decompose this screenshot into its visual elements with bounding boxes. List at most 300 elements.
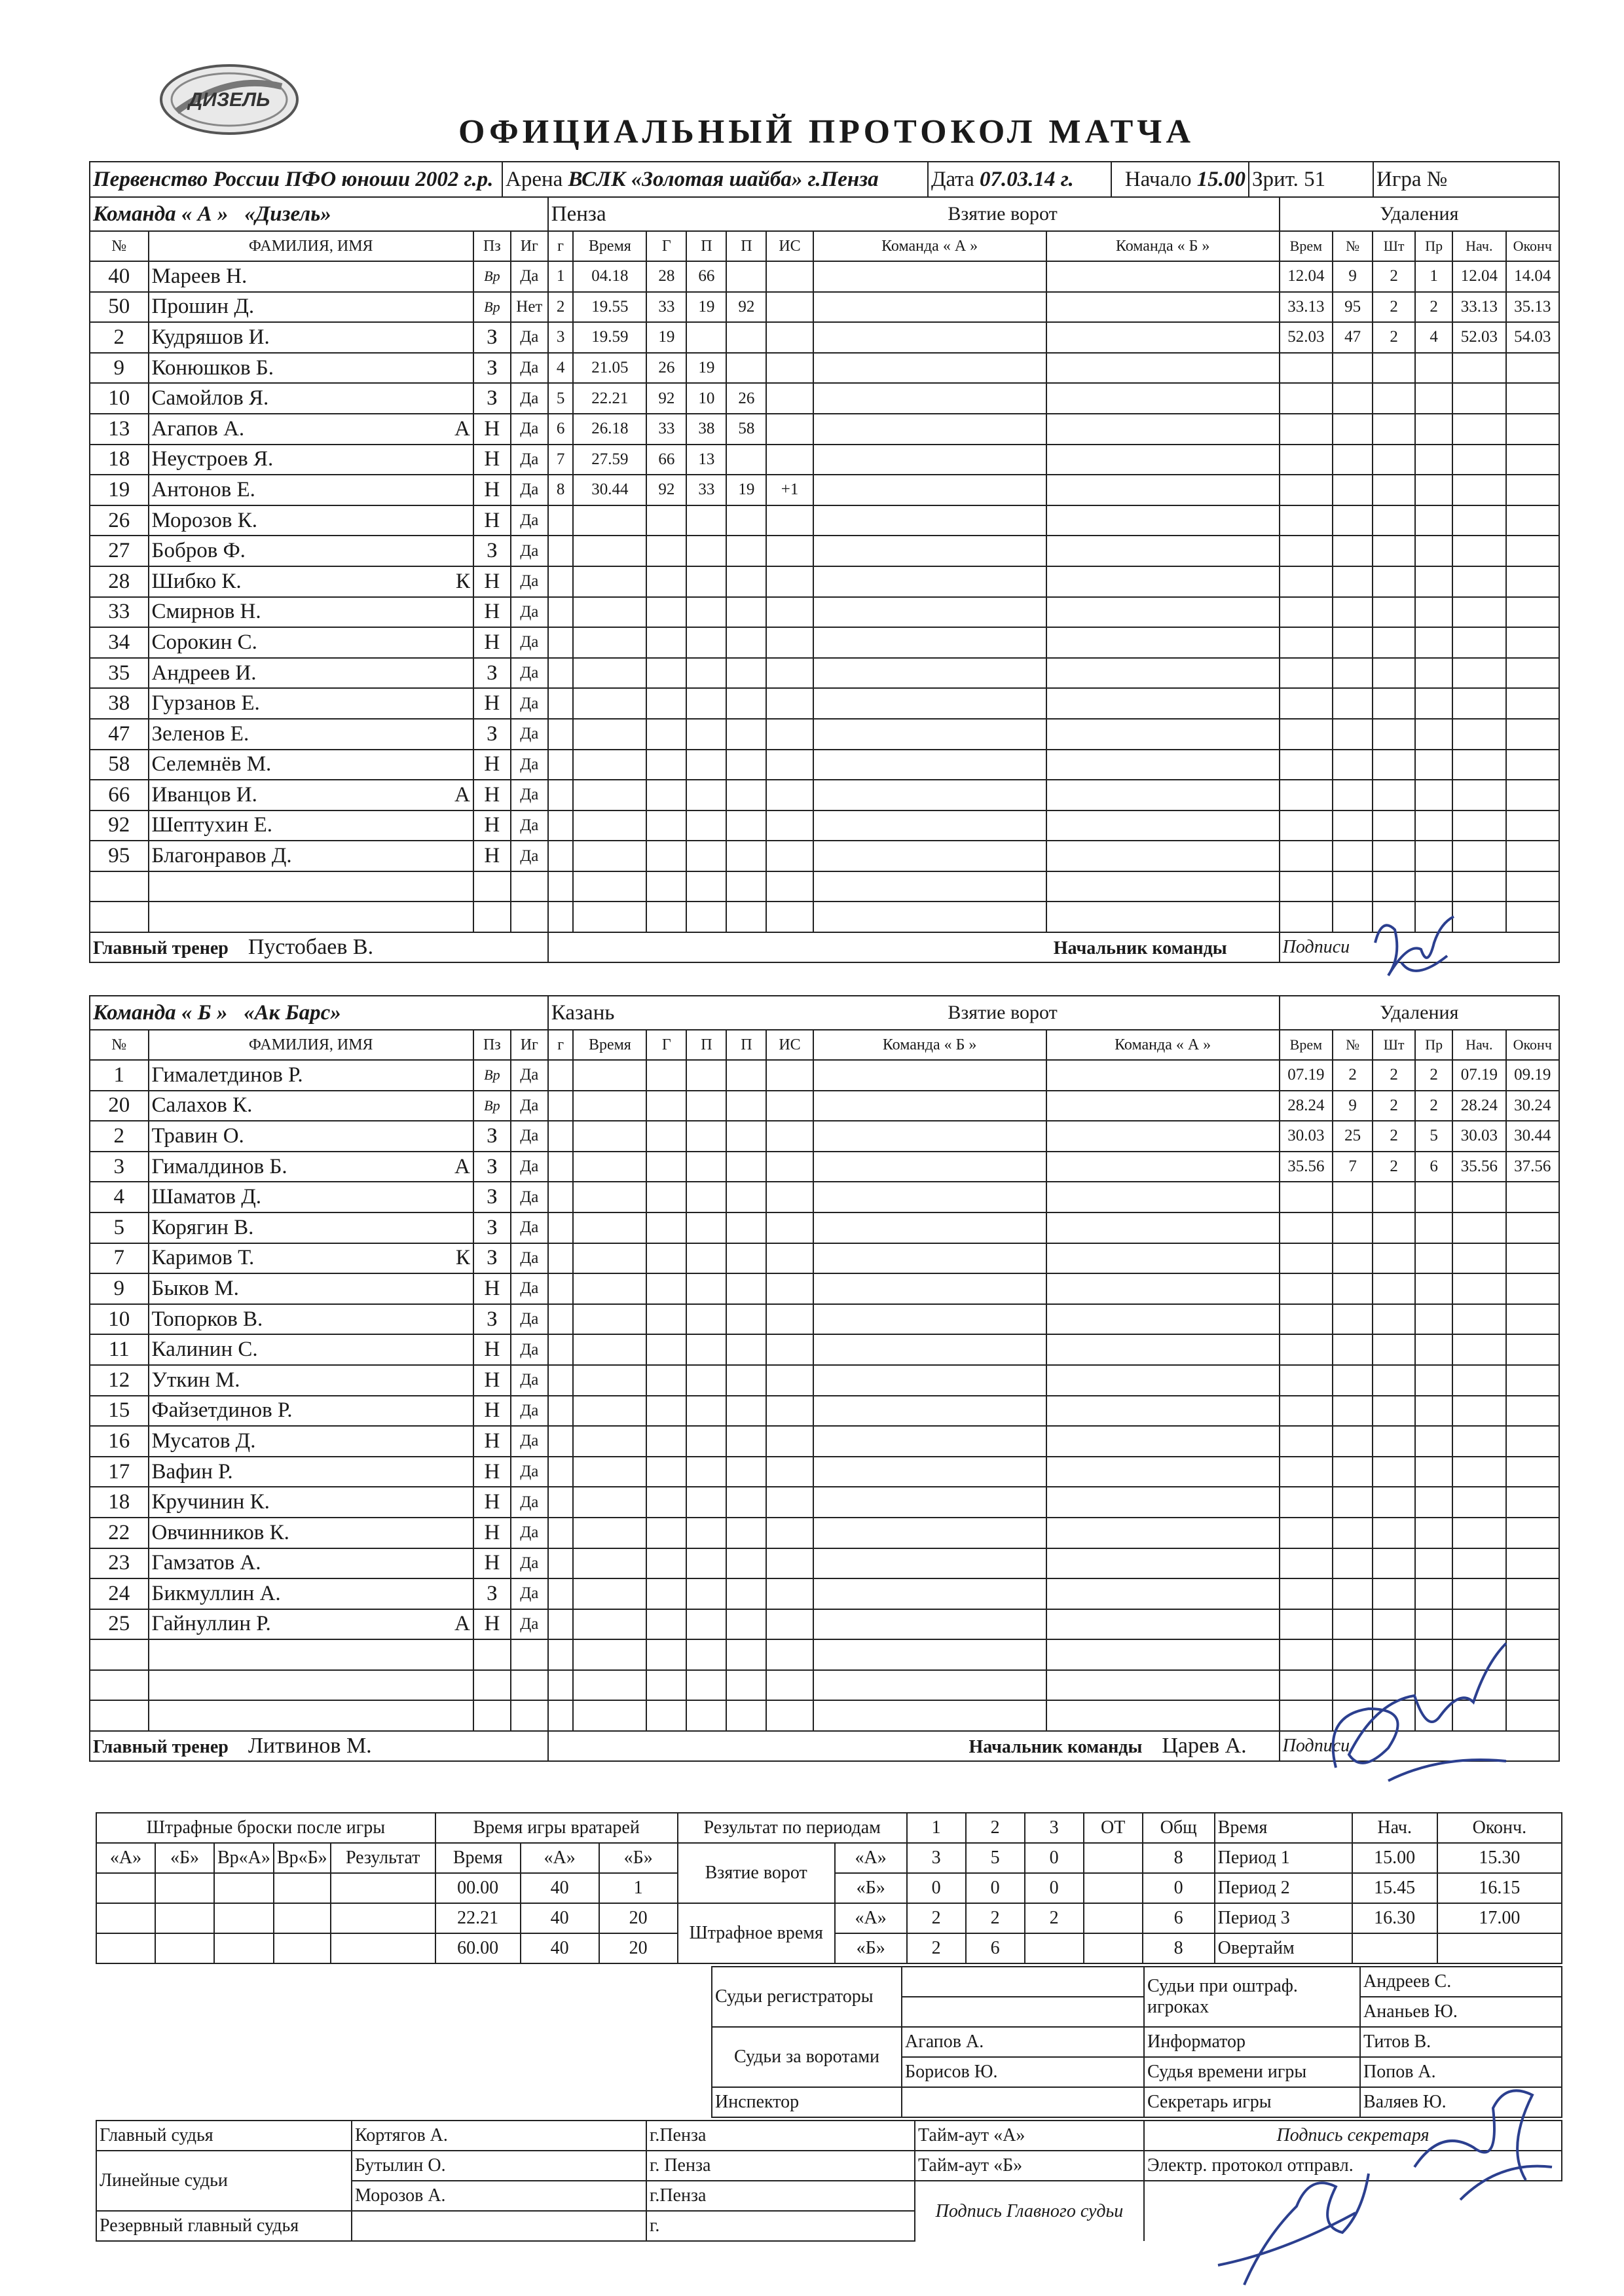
col-time: Время (573, 231, 646, 261)
goal-scorer: 66 (646, 445, 686, 475)
start-time: 15.00 (1196, 167, 1246, 191)
goal-time: 19.59 (573, 322, 646, 353)
penalty-minutes: 2 (1373, 1121, 1415, 1152)
goals-row-label: Взятие ворот (678, 1843, 835, 1903)
player-name (149, 292, 473, 323)
timekeeper-label: Судья времени игры (1144, 2057, 1360, 2087)
player-played: Да (511, 1243, 548, 1274)
player-name (149, 1334, 473, 1365)
head-ref-city: г.Пенза (646, 2121, 915, 2151)
player-number: 27 (90, 536, 149, 566)
period-col-2: 2 (966, 1813, 1025, 1843)
linesmen-label: Линейные судьи (96, 2151, 352, 2211)
penalty-reason: 2 (1415, 1091, 1452, 1121)
player-position: Н (473, 597, 511, 628)
goal-judge-2: Борисов Ю. (902, 2057, 1144, 2087)
team-label: Команда « Б » (93, 1000, 228, 1025)
player-name (149, 841, 473, 871)
inspector-label: Инспектор (712, 2087, 902, 2117)
col-assist2: П (726, 1030, 766, 1060)
player-name-text: Гайнуллин Р. (151, 1612, 271, 1636)
penalty-time: 07.19 (1280, 1060, 1333, 1091)
player-position: Н (473, 627, 511, 658)
player-name-text: Гималетдинов Р. (151, 1063, 303, 1087)
penalty-start: 35.56 (1452, 1152, 1505, 1182)
player-name-text: Шибко К. (151, 569, 242, 593)
player-played: Да (511, 1457, 548, 1487)
player-number: 9 (90, 1273, 149, 1304)
col-pen-start: Нач. (1452, 231, 1505, 261)
player-number: 9 (90, 353, 149, 384)
player-played: Да (511, 414, 548, 445)
goals-a-ot (1084, 1843, 1143, 1873)
player-played: Да (511, 1212, 548, 1243)
player-position: Н (473, 1518, 511, 1548)
col-pen-num: № (1333, 1030, 1373, 1060)
col-pen-min: Шт (1373, 1030, 1415, 1060)
col-played: Иг (511, 231, 548, 261)
penalty-reason: 2 (1415, 1060, 1452, 1091)
championship: Первенство России ПФО юноши 2002 г.р. (90, 162, 502, 197)
player-name-text: Благонравов Д. (151, 844, 292, 868)
player-name (149, 1578, 473, 1609)
penalty-minutes: 2 (1373, 261, 1415, 292)
player-name-text: Гамзатов А. (151, 1551, 261, 1575)
times-start: Нач. (1352, 1813, 1437, 1843)
penalty-player: 47 (1333, 322, 1373, 353)
player-name (149, 1273, 473, 1304)
goal-assist-1: 38 (686, 414, 726, 445)
player-played: Да (511, 505, 548, 536)
time-row-label: Период 3 (1215, 1903, 1352, 1933)
period-col-total: Общ (1143, 1813, 1215, 1843)
player-position: Н (473, 475, 511, 505)
linesman-1-city: г. Пенза (646, 2151, 915, 2181)
penalty-start: 28.24 (1452, 1091, 1505, 1121)
col-pos: Пз (473, 1030, 511, 1060)
player-played: Да (511, 445, 548, 475)
player-position: З (473, 719, 511, 750)
player-number: 58 (90, 750, 149, 780)
player-position: З (473, 658, 511, 689)
player-number: 7 (90, 1243, 149, 1274)
club-logo (157, 60, 301, 139)
player-name-text: Смирнов Н. (151, 600, 261, 624)
goal-time: 27.59 (573, 445, 646, 475)
head-ref-label: Главный судья (96, 2121, 352, 2151)
player-played: Да (511, 1396, 548, 1427)
player-name (149, 1548, 473, 1579)
pim-b-p1: 2 (907, 1933, 966, 1963)
penalty-reason: 2 (1415, 292, 1452, 323)
player-name-text: Иванцов И. (151, 782, 257, 807)
goal-situation (766, 322, 813, 353)
player-played: Да (511, 1152, 548, 1182)
player-position: Вр (473, 1060, 511, 1091)
period-col-3: 3 (1025, 1813, 1084, 1843)
player-name-text: Селемнёв М. (151, 752, 272, 776)
player-played: Да (511, 1334, 548, 1365)
player-number: 34 (90, 627, 149, 658)
player-position: З (473, 353, 511, 384)
player-name (149, 597, 473, 628)
signatures-label: Подписи (1280, 932, 1559, 962)
player-name-text: Мусатов Д. (151, 1429, 256, 1453)
player-played: Да (511, 688, 548, 719)
player-position: Н (473, 841, 511, 871)
player-name-text: Бикмуллин А. (151, 1581, 281, 1605)
player-number: 23 (90, 1548, 149, 1579)
penalty-end: 30.24 (1506, 1091, 1560, 1121)
player-played: Да (511, 1182, 548, 1212)
player-name (149, 322, 473, 353)
team-city: Пенза (548, 197, 727, 231)
secretary-sign-label: Подпись секретаря (1144, 2121, 1562, 2151)
player-name-text: Каримов Т. (151, 1246, 255, 1270)
time-row-label: Период 1 (1215, 1843, 1352, 1873)
player-name (149, 1182, 473, 1212)
team-label: Команда « А » (93, 202, 229, 226)
goals-b-p2: 0 (966, 1873, 1025, 1903)
player-name-text: Антонов Е. (151, 477, 255, 501)
goalie-time-cell: 1 (599, 1873, 678, 1903)
manager-label: Начальник команды (969, 1737, 1143, 1758)
player-played: Да (511, 475, 548, 505)
player-played: Да (511, 1365, 548, 1396)
player-number: 16 (90, 1426, 149, 1457)
goal-assist-2 (726, 261, 766, 292)
player-position: З (473, 536, 511, 566)
goal-index: 5 (548, 383, 574, 414)
goal-time: 30.44 (573, 475, 646, 505)
goal-index: 7 (548, 445, 574, 475)
times-end: Оконч. (1437, 1813, 1562, 1843)
player-name (149, 658, 473, 689)
goal-assist-1: 19 (686, 292, 726, 323)
penalties-header: Удаления (1280, 197, 1559, 231)
player-played: Да (511, 1578, 548, 1609)
player-position: Н (473, 1548, 511, 1579)
penalty-minutes: 2 (1373, 1060, 1415, 1091)
penalty-player: 7 (1333, 1152, 1373, 1182)
player-name-text: Агапов А. (151, 416, 245, 441)
goal-index: 4 (548, 353, 574, 384)
player-played: Да (511, 1091, 548, 1121)
goal-judges-label: Судьи за воротами (712, 2027, 902, 2087)
player-number: 17 (90, 1457, 149, 1487)
player-number: 95 (90, 841, 149, 871)
reserve-ref-city: г. (646, 2211, 915, 2241)
timeout-a-label: Тайм-аут «А» (915, 2121, 1144, 2151)
player-played: Да (511, 1609, 548, 1640)
player-played: Да (511, 658, 548, 689)
player-name-text: Шептухин Е. (151, 813, 273, 837)
player-played: Нет (511, 292, 548, 323)
team-manager: Царев А. (1162, 1734, 1247, 1758)
goal-assist-1: 66 (686, 261, 726, 292)
pim-b-label: «Б» (835, 1933, 907, 1963)
col-own-team: Команда « Б » (813, 1030, 1046, 1060)
player-name-text: Гималдинов Б. (151, 1154, 287, 1178)
col-own-team: Команда « А » (813, 231, 1046, 261)
time-row-end: 16.15 (1437, 1873, 1562, 1903)
player-name (149, 1396, 473, 1427)
penalty-end: 09.19 (1506, 1060, 1560, 1091)
player-number: 4 (90, 1182, 149, 1212)
player-number: 24 (90, 1578, 149, 1609)
goals-header: Взятие ворот (726, 996, 1279, 1030)
shootout-col-b: «Б» (155, 1843, 214, 1873)
col-opp-team: Команда « А » (1046, 1030, 1280, 1060)
player-number: 3 (90, 1152, 149, 1182)
col-time: Время (573, 1030, 646, 1060)
goal-index: 6 (548, 414, 574, 445)
player-played: Да (511, 1273, 548, 1304)
goal-assist-1: 13 (686, 445, 726, 475)
arena-label: Арена (506, 167, 563, 191)
player-name (149, 1518, 473, 1548)
col-pen-time: Врем (1280, 231, 1333, 261)
captain-mark: А (454, 416, 470, 441)
captain-mark: К (455, 569, 470, 593)
time-row-start (1352, 1933, 1437, 1963)
player-position: Н (473, 414, 511, 445)
player-number: 28 (90, 566, 149, 597)
goal-assist-2: 19 (726, 475, 766, 505)
goal-index: 3 (548, 322, 574, 353)
goal-assist-1 (686, 322, 726, 353)
player-name (149, 627, 473, 658)
player-name (149, 383, 473, 414)
goal-scorer: 26 (646, 353, 686, 384)
player-played: Да (511, 597, 548, 628)
player-name (149, 1152, 473, 1182)
shootout-col-gb: Вр«Б» (274, 1843, 331, 1873)
electronic-protocol-label: Электр. протокол отправл. (1144, 2151, 1562, 2181)
player-name-text: Морозов К. (151, 508, 257, 532)
goal-situation (766, 353, 813, 384)
goalie-time-cell: 22.21 (435, 1903, 521, 1933)
player-position: З (473, 1578, 511, 1609)
player-name (149, 1426, 473, 1457)
player-played: Да (511, 353, 548, 384)
goals-a-total: 8 (1143, 1843, 1215, 1873)
goalie-time-cell: 20 (599, 1933, 678, 1963)
player-played: Да (511, 322, 548, 353)
player-name-text: Корягин В. (151, 1215, 254, 1239)
penalty-minutes: 2 (1373, 1091, 1415, 1121)
document-title: ОФИЦИАЛЬНЫЙ ПРОТОКОЛ МАТЧА (458, 113, 1194, 151)
player-name-text: Вафин Р. (151, 1459, 233, 1484)
player-name-text: Гурзанов Е. (151, 691, 260, 716)
linesman-2-city: г.Пенза (646, 2181, 915, 2211)
player-number: 38 (90, 688, 149, 719)
date-label: Дата (931, 167, 974, 191)
player-name-text: Кручинин К. (151, 1490, 270, 1514)
col-goal: Г (646, 231, 686, 261)
reserve-ref-label: Резервный главный судья (96, 2211, 352, 2241)
goal-situation (766, 414, 813, 445)
pim-b-ot (1084, 1933, 1143, 1963)
player-name-text: Мареев Н. (151, 264, 248, 288)
player-number: 35 (90, 658, 149, 689)
pim-a-label: «А» (835, 1903, 907, 1933)
col-name: ФАМИЛИЯ, ИМЯ (149, 231, 473, 261)
informer-label: Информатор (1144, 2027, 1360, 2057)
penalty-end: 14.04 (1506, 261, 1560, 292)
goals-a-p2: 5 (966, 1843, 1025, 1873)
shootout-col-a: «А» (96, 1843, 155, 1873)
player-position: Н (473, 566, 511, 597)
col-played: Иг (511, 1030, 548, 1060)
player-position: Н (473, 505, 511, 536)
goal-index: 2 (548, 292, 574, 323)
goals-b-total: 0 (1143, 1873, 1215, 1903)
player-position: З (473, 1304, 511, 1335)
col-pen-start: Нач. (1452, 1030, 1505, 1060)
penalty-end: 37.56 (1506, 1152, 1560, 1182)
goalie-time-cell: 60.00 (435, 1933, 521, 1963)
penalty-end: 30.44 (1506, 1121, 1560, 1152)
penalty-time: 33.13 (1280, 292, 1333, 323)
player-position: Н (473, 445, 511, 475)
player-number: 47 (90, 719, 149, 750)
goal-judge-1: Агапов А. (902, 2027, 1144, 2057)
header-table (89, 161, 1560, 198)
player-name (149, 1487, 473, 1518)
goals-b-ot (1084, 1873, 1143, 1903)
player-number: 2 (90, 1121, 149, 1152)
player-played: Да (511, 566, 548, 597)
informer: Титов В. (1360, 2027, 1562, 2057)
time-row-start: 15.45 (1352, 1873, 1437, 1903)
player-position: Н (473, 1396, 511, 1427)
player-name (149, 1060, 473, 1091)
goalie-time-cell: 20 (599, 1903, 678, 1933)
player-number: 12 (90, 1365, 149, 1396)
signature-head-referee (1205, 2134, 1401, 2291)
pim-a-p1: 2 (907, 1903, 966, 1933)
col-pen-end: Оконч (1506, 231, 1560, 261)
goals-a-label: «А» (835, 1843, 907, 1873)
goalie-time-cell: 00.00 (435, 1873, 521, 1903)
start-label: Начало (1124, 167, 1192, 191)
player-position: З (473, 1121, 511, 1152)
player-number: 50 (90, 292, 149, 323)
col-name: ФАМИЛИЯ, ИМЯ (149, 1030, 473, 1060)
player-position: Н (473, 1365, 511, 1396)
player-number: 18 (90, 445, 149, 475)
col-g: г (548, 231, 574, 261)
col-pos: Пз (473, 231, 511, 261)
goals-a-p3: 0 (1025, 1843, 1084, 1873)
player-name-text: Конюшков Б. (151, 355, 274, 380)
col-goal: Г (646, 1030, 686, 1060)
goal-situation (766, 383, 813, 414)
pim-a-p2: 2 (966, 1903, 1025, 1933)
player-number: 18 (90, 1487, 149, 1518)
goal-time: 21.05 (573, 353, 646, 384)
goal-assist-1: 10 (686, 383, 726, 414)
time-row-end: 15.30 (1437, 1843, 1562, 1873)
player-position: Н (473, 1273, 511, 1304)
time-row-end (1437, 1933, 1562, 1963)
player-position: Н (473, 811, 511, 841)
goal-assist-2: 92 (726, 292, 766, 323)
player-number: 22 (90, 1518, 149, 1548)
registrars-label: Судьи регистраторы (712, 1967, 902, 2027)
player-position: Н (473, 1426, 511, 1457)
captain-mark: А (454, 1154, 470, 1178)
player-played: Да (511, 780, 548, 811)
time-row-end: 17.00 (1437, 1903, 1562, 1933)
penalty-start: 30.03 (1452, 1121, 1505, 1152)
penalty-start: 33.13 (1452, 292, 1505, 323)
penalty-reason: 6 (1415, 1152, 1452, 1182)
head-coach: Пустобаев В. (248, 935, 374, 960)
player-name (149, 445, 473, 475)
period-col-ot: ОТ (1084, 1813, 1143, 1843)
goal-scorer: 33 (646, 292, 686, 323)
timekeeper: Попов А. (1360, 2057, 1562, 2087)
penalty-end: 54.03 (1506, 322, 1560, 353)
penalty-player: 95 (1333, 292, 1373, 323)
player-name (149, 1304, 473, 1335)
goal-time: 19.55 (573, 292, 646, 323)
player-position: Н (473, 688, 511, 719)
penalty-player: 9 (1333, 1091, 1373, 1121)
pim-b-total: 8 (1143, 1933, 1215, 1963)
goal-assist-2 (726, 353, 766, 384)
col-assist1: П (686, 231, 726, 261)
player-played: Да (511, 1121, 548, 1152)
goals-a-p1: 3 (907, 1843, 966, 1873)
goal-assist-2 (726, 322, 766, 353)
team-name: «Дизель» (244, 202, 331, 226)
period-col-1: 1 (907, 1813, 966, 1843)
player-name (149, 353, 473, 384)
player-position: Н (473, 1609, 511, 1640)
player-number: 26 (90, 505, 149, 536)
goalie-time-title: Время игры вратарей (435, 1813, 678, 1843)
head-ref-sign-label: Подпись Главного судьи (915, 2181, 1144, 2241)
time-row-start: 15.00 (1352, 1843, 1437, 1873)
captain-mark: А (454, 782, 470, 807)
player-name (149, 811, 473, 841)
player-name-text: Бобров Ф. (151, 539, 246, 563)
player-position: Вр (473, 292, 511, 323)
player-position: З (473, 1152, 511, 1182)
player-name (149, 566, 473, 597)
manager-label: Начальник команды (1053, 938, 1227, 959)
team-name: «Ак Барс» (244, 1000, 341, 1025)
goalie-time-cell: 40 (521, 1903, 599, 1933)
player-name (149, 719, 473, 750)
penalty-box-label: Судьи при оштраф. игроках (1144, 1967, 1360, 2027)
player-number: 19 (90, 475, 149, 505)
time-row-label: Период 2 (1215, 1873, 1352, 1903)
player-position: Вр (473, 1091, 511, 1121)
team-a-section (89, 196, 1560, 963)
penalty-player: 25 (1333, 1121, 1373, 1152)
penalty-player: 2 (1333, 1060, 1373, 1091)
player-name (149, 1212, 473, 1243)
player-name-text: Топорков В. (151, 1307, 263, 1331)
captain-mark: А (454, 1612, 470, 1636)
player-played: Да (511, 750, 548, 780)
player-number: 10 (90, 1304, 149, 1335)
player-number: 66 (90, 780, 149, 811)
